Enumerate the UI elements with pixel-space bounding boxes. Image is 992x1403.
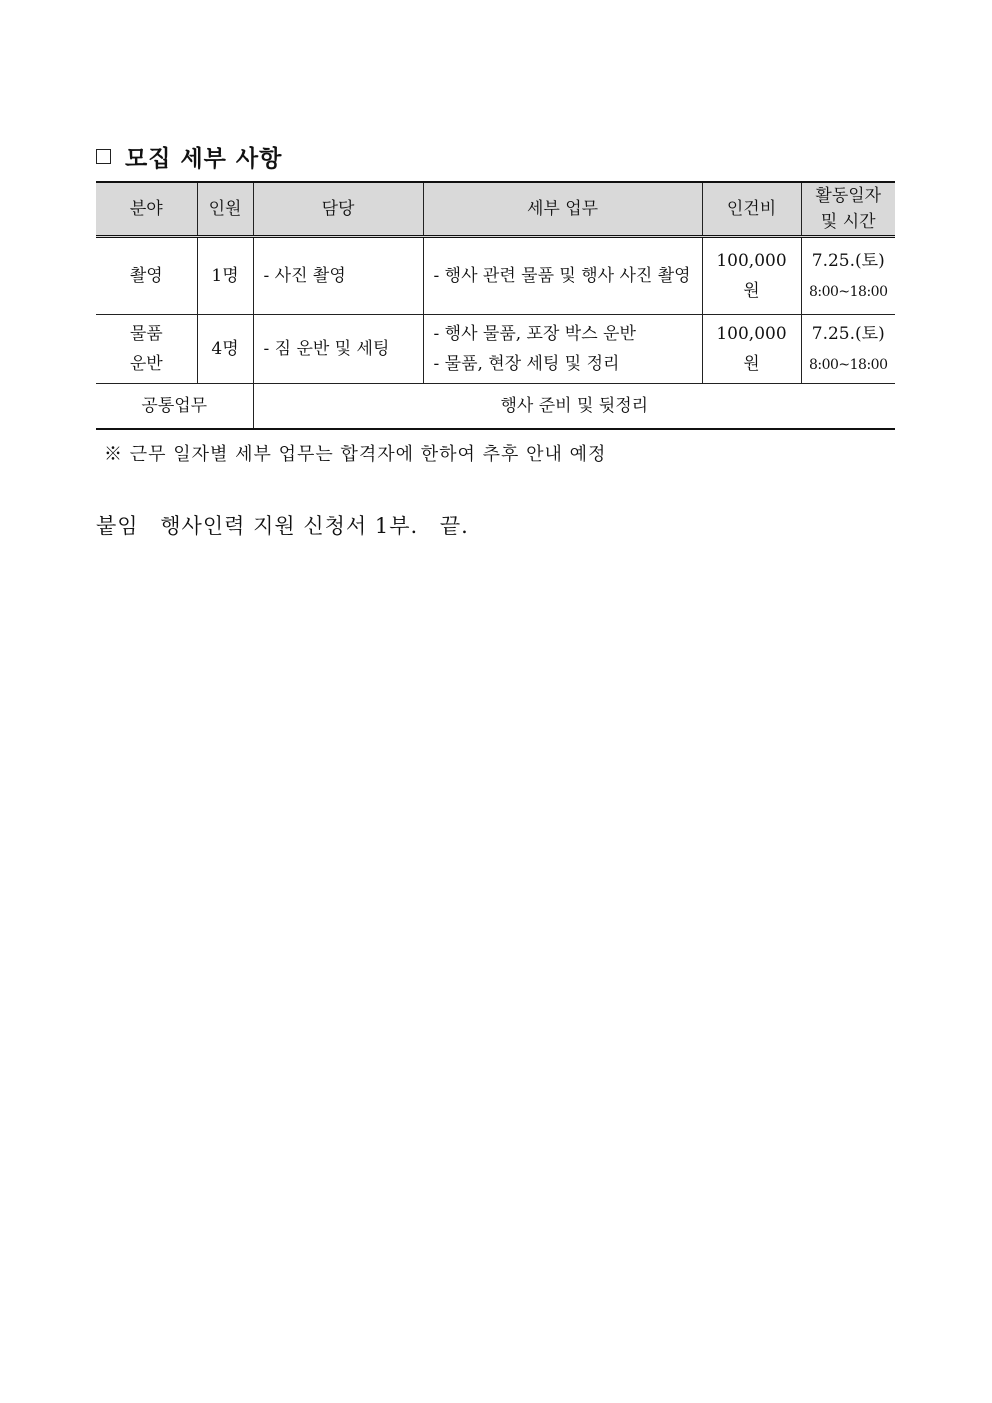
cell-field [96,315,197,384]
cell-common-value: 행사 준비 및 뒷정리 [253,384,895,430]
cell-common-label: 공통업무 [96,384,253,430]
table-row [96,237,895,315]
cell-role: - 짐 운반 및 세팅 [253,315,423,384]
table-header-row [96,182,895,237]
header-pay: 인건비 [702,182,801,237]
date-text: 7.25.(토) [811,250,885,271]
attachment-text: 행사인력 지원 신청서 1부. [160,514,419,538]
header-task: 세부 업무 [423,182,702,237]
cell-pay: 100,000원 [702,237,801,315]
checkbox-icon [96,149,111,164]
header-date [801,182,895,237]
cell-task [423,237,702,315]
table-row [96,315,895,384]
cell-count: 1명 [197,237,253,315]
date-text: 7.25.(토) [811,323,885,344]
header-role: 담당 [253,182,423,237]
task-line: - 행사 관련 물품 및 행사 사진 촬영 [433,266,691,286]
header-field: 분야 [96,182,197,237]
attachment-end: 끝. [439,514,469,538]
cell-task [423,315,702,384]
task-line: - 물품, 현장 세팅 및 정리 [433,354,620,374]
page-title-text: 모집 세부 사항 [125,145,283,172]
note-text: ※ 근무 일자별 세부 업무는 합격자에 한하여 추후 안내 예정 [104,444,607,465]
cell-date [801,315,895,384]
field-line2: 운반 [129,354,163,374]
attachment-label: 붙임 [96,514,139,538]
task-line: - 행사 물품, 포장 박스 운반 [433,324,636,344]
page-title [96,140,282,173]
cell-role: - 사진 촬영 [253,237,423,315]
header-count: 인원 [197,182,253,237]
field-line1: 물품 [129,324,163,344]
table-row-common [96,384,895,430]
time-text: 8:00~18:00 [808,283,888,300]
time-text: 8:00~18:00 [808,356,888,373]
header-date-line1: 활동일자 [815,186,882,206]
recruit-table [96,181,895,430]
header-date-line2: 및 시간 [820,212,876,232]
cell-date [801,237,895,315]
cell-pay: 100,000원 [702,315,801,384]
attachment-line [96,510,483,540]
cell-field: 촬영 [96,237,197,315]
cell-count: 4명 [197,315,253,384]
